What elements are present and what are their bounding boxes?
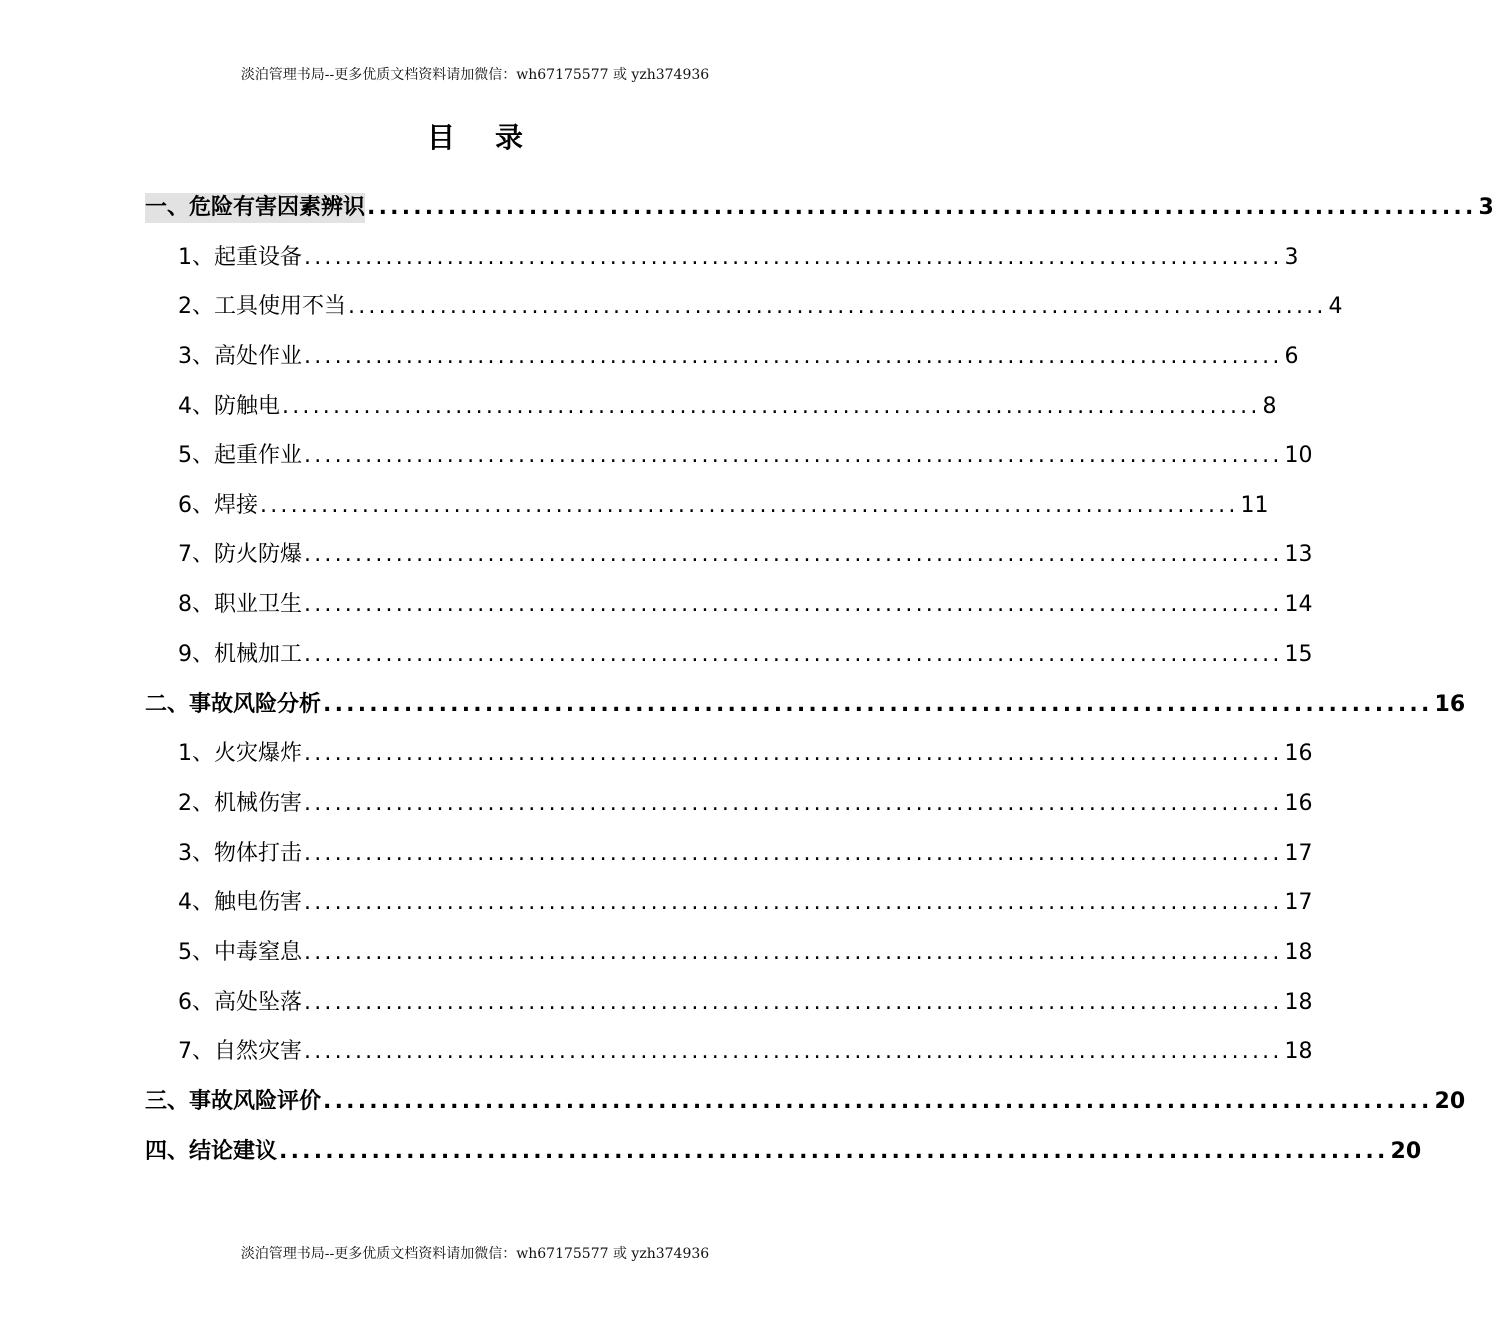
toc-entry-title: 9、机械加工 [178, 642, 302, 667]
toc-entry[interactable] [178, 780, 1313, 828]
page-header: 淡泊管理书局--更多优质文档资料请加微信：wh67175577 或 yzh374936 [240, 67, 710, 83]
toc-entry-title: 四、结论建议 [145, 1139, 278, 1164]
toc-entry[interactable] [178, 531, 1313, 579]
toc-entry[interactable] [178, 1028, 1313, 1076]
toc-entry-page: 3 [1284, 245, 1299, 270]
toc-entry-title: 二、事故风险分析 [145, 692, 322, 717]
toc-entry-title: 7、自然灾害 [178, 1039, 302, 1064]
toc-entry-page: 13 [1284, 542, 1313, 567]
toc-entry-page: 16 [1434, 692, 1466, 717]
toc-entry[interactable] [145, 184, 1494, 232]
toc-entry-page: 18 [1284, 990, 1313, 1015]
toc-leader-dots: ................................................................................................ [323, 1089, 1433, 1114]
toc-entry-page: 14 [1284, 592, 1313, 617]
toc-entry[interactable] [145, 1128, 1422, 1176]
toc-entry-page: 16 [1284, 791, 1313, 816]
toc-entry[interactable] [145, 681, 1466, 729]
toc-entry-title: 2、机械伤害 [178, 791, 302, 816]
toc-leader-dots: ................................................................................................ [304, 592, 1283, 617]
toc-leader-dots: ................................................................................................ [348, 294, 1327, 319]
toc-leader-dots: ................................................................................................ [367, 195, 1477, 220]
toc-entry-page: 15 [1284, 642, 1313, 667]
toc-entry-page: 18 [1284, 940, 1313, 965]
toc-entry[interactable] [178, 333, 1299, 381]
toc-entry[interactable] [178, 631, 1313, 679]
toc-leader-dots: ................................................................................................ [304, 642, 1283, 667]
toc-entry[interactable] [178, 929, 1313, 977]
toc-entry-page: 16 [1284, 741, 1313, 766]
toc-leader-dots: ................................................................................................ [304, 542, 1283, 567]
toc-leader-dots: ................................................................................................ [304, 1039, 1283, 1064]
toc-leader-dots: ................................................................................................ [304, 940, 1283, 965]
toc-leader-dots: ................................................................................................ [282, 394, 1261, 419]
toc-entry-page: 18 [1284, 1039, 1313, 1064]
toc-leader-dots: ................................................................................................ [304, 791, 1283, 816]
toc-entry-title: 6、焊接 [178, 493, 258, 518]
toc-entry[interactable] [178, 482, 1269, 530]
toc-entry-page: 3 [1478, 195, 1494, 220]
toc-entry[interactable] [178, 234, 1299, 282]
toc-entry-page: 4 [1328, 294, 1343, 319]
toc-entry[interactable] [178, 830, 1313, 878]
toc-entry[interactable] [178, 581, 1313, 629]
toc-leader-dots: ................................................................................................ [304, 841, 1283, 866]
toc-entry-title: 3、物体打击 [178, 841, 302, 866]
toc-leader-dots: ................................................................................................ [323, 692, 1433, 717]
page-footer: 淡泊管理书局--更多优质文档资料请加微信：wh67175577 或 yzh374936 [240, 1246, 710, 1262]
toc-leader-dots: ................................................................................................ [304, 344, 1283, 369]
toc-entry-title: 1、火灾爆炸 [178, 741, 302, 766]
toc-entry-title: 5、起重作业 [178, 443, 302, 468]
toc-leader-dots: ................................................................................................ [304, 245, 1283, 270]
toc-entry-page: 10 [1284, 443, 1313, 468]
toc-entry-title: 三、事故风险评价 [145, 1089, 322, 1114]
toc-entry-page: 8 [1262, 394, 1277, 419]
toc-leader-dots: ................................................................................................ [304, 741, 1283, 766]
toc-entry[interactable] [178, 283, 1343, 331]
toc-entry-title: 7、防火防爆 [178, 542, 302, 567]
page-title: 目录 [426, 121, 563, 154]
toc-entry[interactable] [178, 730, 1313, 778]
toc-entry-title: 4、防触电 [178, 394, 280, 419]
toc-entry-title: 6、高处坠落 [178, 990, 302, 1015]
toc-entry-title: 2、工具使用不当 [178, 294, 346, 319]
toc-entry[interactable] [178, 979, 1313, 1027]
toc-leader-dots: ................................................................................................ [279, 1139, 1389, 1164]
toc-entry[interactable] [178, 383, 1277, 431]
toc-leader-dots: ................................................................................................ [304, 443, 1283, 468]
toc-entry-page: 11 [1240, 493, 1269, 518]
toc-leader-dots: ................................................................................................ [304, 990, 1283, 1015]
toc-entry-title: 一、危险有害因素辨识 [145, 193, 365, 223]
toc-entry-title: 4、触电伤害 [178, 890, 302, 915]
toc-entry-page: 6 [1284, 344, 1299, 369]
toc-entry-page: 20 [1434, 1089, 1466, 1114]
toc-entry[interactable] [178, 432, 1313, 480]
toc-entry[interactable] [178, 879, 1313, 927]
toc-entry[interactable] [145, 1078, 1466, 1126]
toc-leader-dots: ................................................................................................ [260, 493, 1239, 518]
toc-entry-page: 20 [1390, 1139, 1422, 1164]
toc-entry-page: 17 [1284, 890, 1313, 915]
toc-entry-title: 1、起重设备 [178, 245, 302, 270]
toc-entry-title: 5、中毒窒息 [178, 940, 302, 965]
toc-entry-page: 17 [1284, 841, 1313, 866]
toc-entry-title: 8、职业卫生 [178, 592, 302, 617]
toc-leader-dots: ................................................................................................ [304, 890, 1283, 915]
toc-entry-title: 3、高处作业 [178, 344, 302, 369]
